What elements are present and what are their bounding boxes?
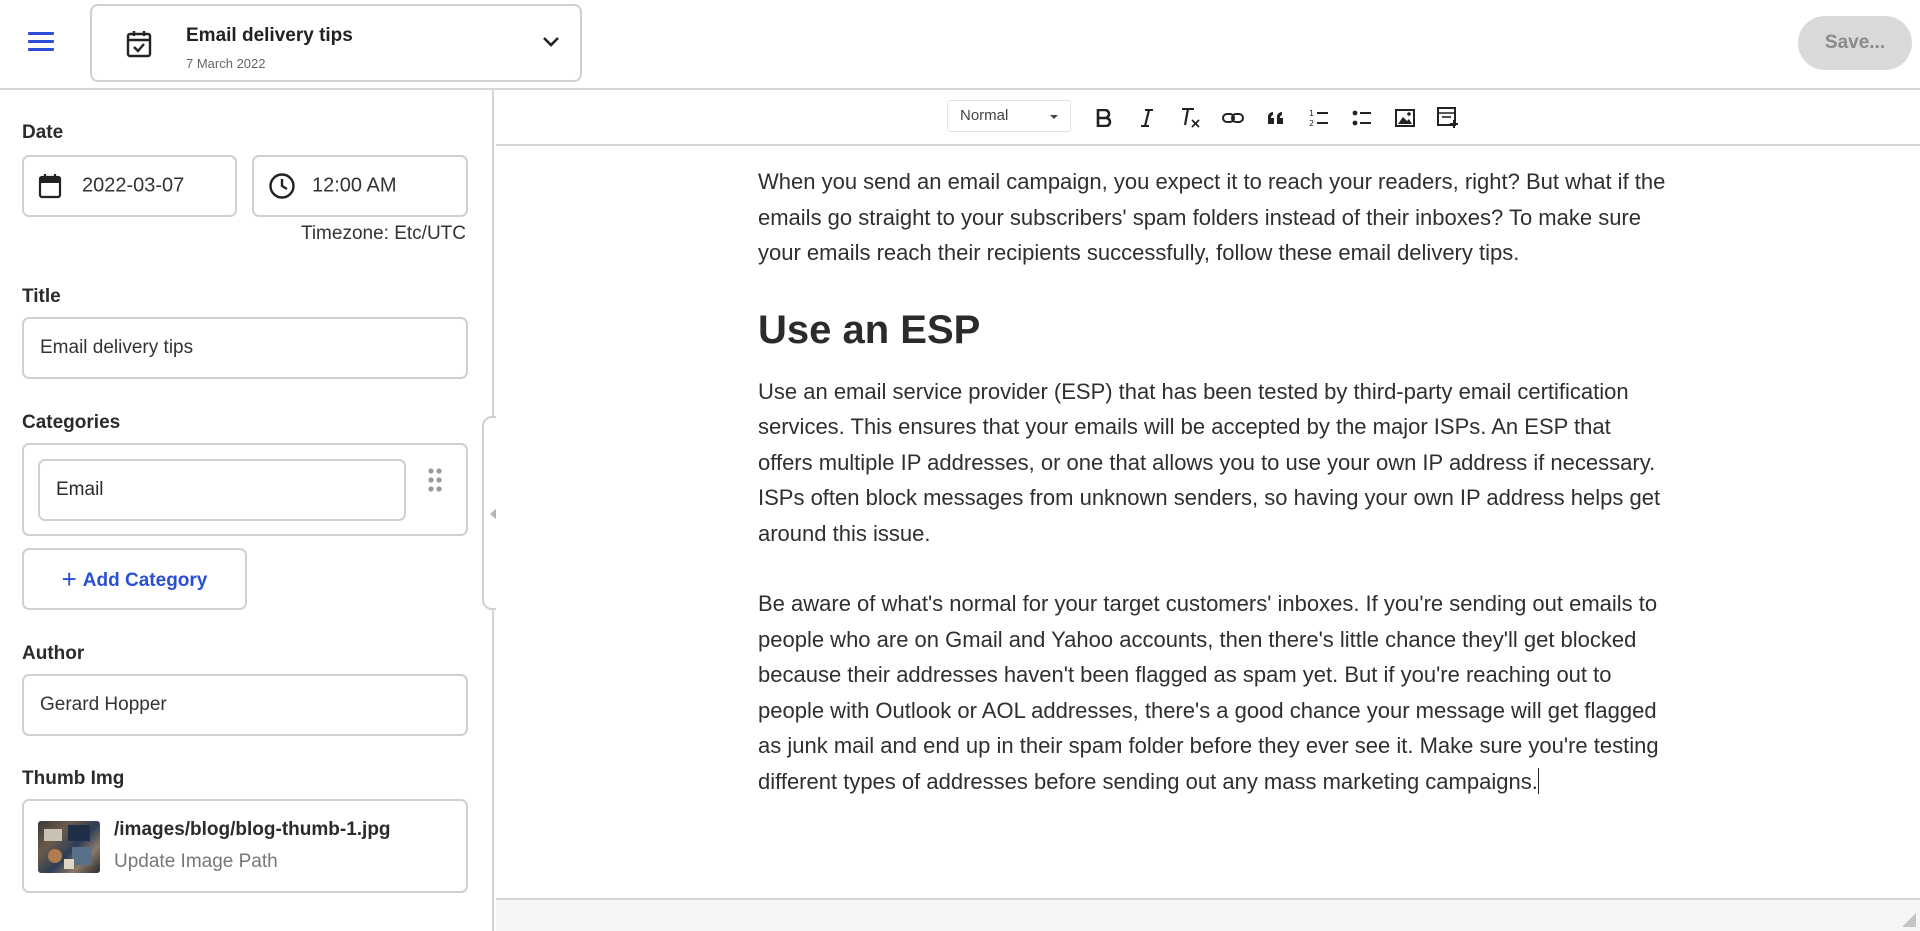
chevron-down-icon — [542, 36, 560, 48]
drag-handle-icon[interactable] — [427, 467, 443, 493]
document-date: 7 March 2022 — [186, 56, 266, 71]
editor-toolbar — [496, 90, 1920, 146]
author-label: Author — [22, 643, 85, 664]
editor-area[interactable] — [496, 148, 1920, 900]
date-field[interactable] — [22, 155, 237, 217]
section-heading: Use an ESP — [758, 307, 981, 352]
categories-list — [22, 443, 468, 536]
category-input[interactable]: Email — [38, 459, 406, 521]
ordered-list-icon[interactable] — [1305, 104, 1333, 132]
thumb-img-path: /images/blog/blog-thumb-1.jpg — [114, 819, 391, 840]
thumb-img-field — [22, 799, 468, 893]
paragraph-format-select[interactable]: Normal — [947, 100, 1071, 132]
date-label: Date — [22, 122, 64, 143]
hamburger-icon[interactable] — [28, 32, 54, 52]
editor-status-bar — [496, 898, 1920, 931]
title-label: Title — [22, 286, 61, 307]
timezone-text: Timezone: Etc/UTC — [300, 223, 466, 244]
svg-text:2: 2 — [1309, 119, 1315, 128]
resize-grip-icon[interactable] — [1902, 913, 1916, 927]
sidebar — [0, 90, 494, 931]
italic-icon[interactable] — [1133, 104, 1161, 132]
save-button[interactable]: Save... — [1798, 16, 1912, 70]
clear-format-icon[interactable] — [1176, 104, 1204, 132]
bold-icon[interactable] — [1090, 104, 1118, 132]
time-value: 12:00 AM — [312, 174, 397, 197]
update-image-path-link[interactable]: Update Image Path — [114, 851, 278, 872]
insert-block-icon[interactable] — [1434, 104, 1462, 132]
thumb-img-label: Thumb Img — [22, 768, 125, 789]
clock-icon — [268, 172, 296, 200]
image-icon[interactable] — [1391, 104, 1419, 132]
document-title: Email delivery tips — [186, 25, 353, 46]
bullet-list-icon[interactable] — [1348, 104, 1376, 132]
thumbnail-image — [38, 821, 100, 873]
document-selector[interactable] — [90, 4, 582, 82]
intro-paragraph: When you send an email campaign, you expect it to reach your readers, right? But what if the emails go straight to your subscribers' spam folders instead of their inboxes? To make sure your emails reach their recipients successfully, follow these email delivery tips. — [758, 169, 1666, 265]
body-paragraph-2: Be aware of what's normal for your target customers' inboxes. If you're sending out emails to people who are on Gmail and Yahoo accounts, then there's little chance they'll get blocked because their addresses haven't been flagged as spam yet. But if you're reaching out to people with Outlook or AOL addresses, there's a good chance your message will get flagged as junk mail and end up in their spam folder before they ever see it. Make sure you're testing different types of addresses before sending out any mass marketing campaigns. — [758, 591, 1659, 794]
text-cursor — [1538, 768, 1540, 794]
title-input[interactable]: Email delivery tips — [22, 317, 468, 379]
caret-down-icon — [1050, 115, 1058, 119]
calendar-check-icon — [126, 30, 152, 58]
svg-text:1: 1 — [1309, 109, 1315, 118]
plus-icon: + — [61, 563, 77, 594]
link-icon[interactable] — [1219, 104, 1247, 132]
add-category-button[interactable]: + Add Category — [22, 548, 247, 610]
editor-content[interactable] — [758, 164, 1668, 799]
author-input[interactable]: Gerard Hopper — [22, 674, 468, 736]
body-paragraph-1: Use an email service provider (ESP) that has been tested by third-party email certification services. This ensures that your emails will be accepted by the major ISPs. An ESP that offers multiple IP addresses, or one that allows you to use your own IP address if necessary. ISPs often block messages from unknown senders, so having your own IP address helps get around this issue. — [758, 378, 1661, 546]
quote-icon[interactable] — [1262, 104, 1290, 132]
categories-label: Categories — [22, 412, 121, 433]
date-value: 2022-03-07 — [82, 174, 185, 197]
top-bar — [0, 0, 1920, 90]
time-field[interactable] — [252, 155, 468, 217]
calendar-icon — [38, 173, 62, 199]
